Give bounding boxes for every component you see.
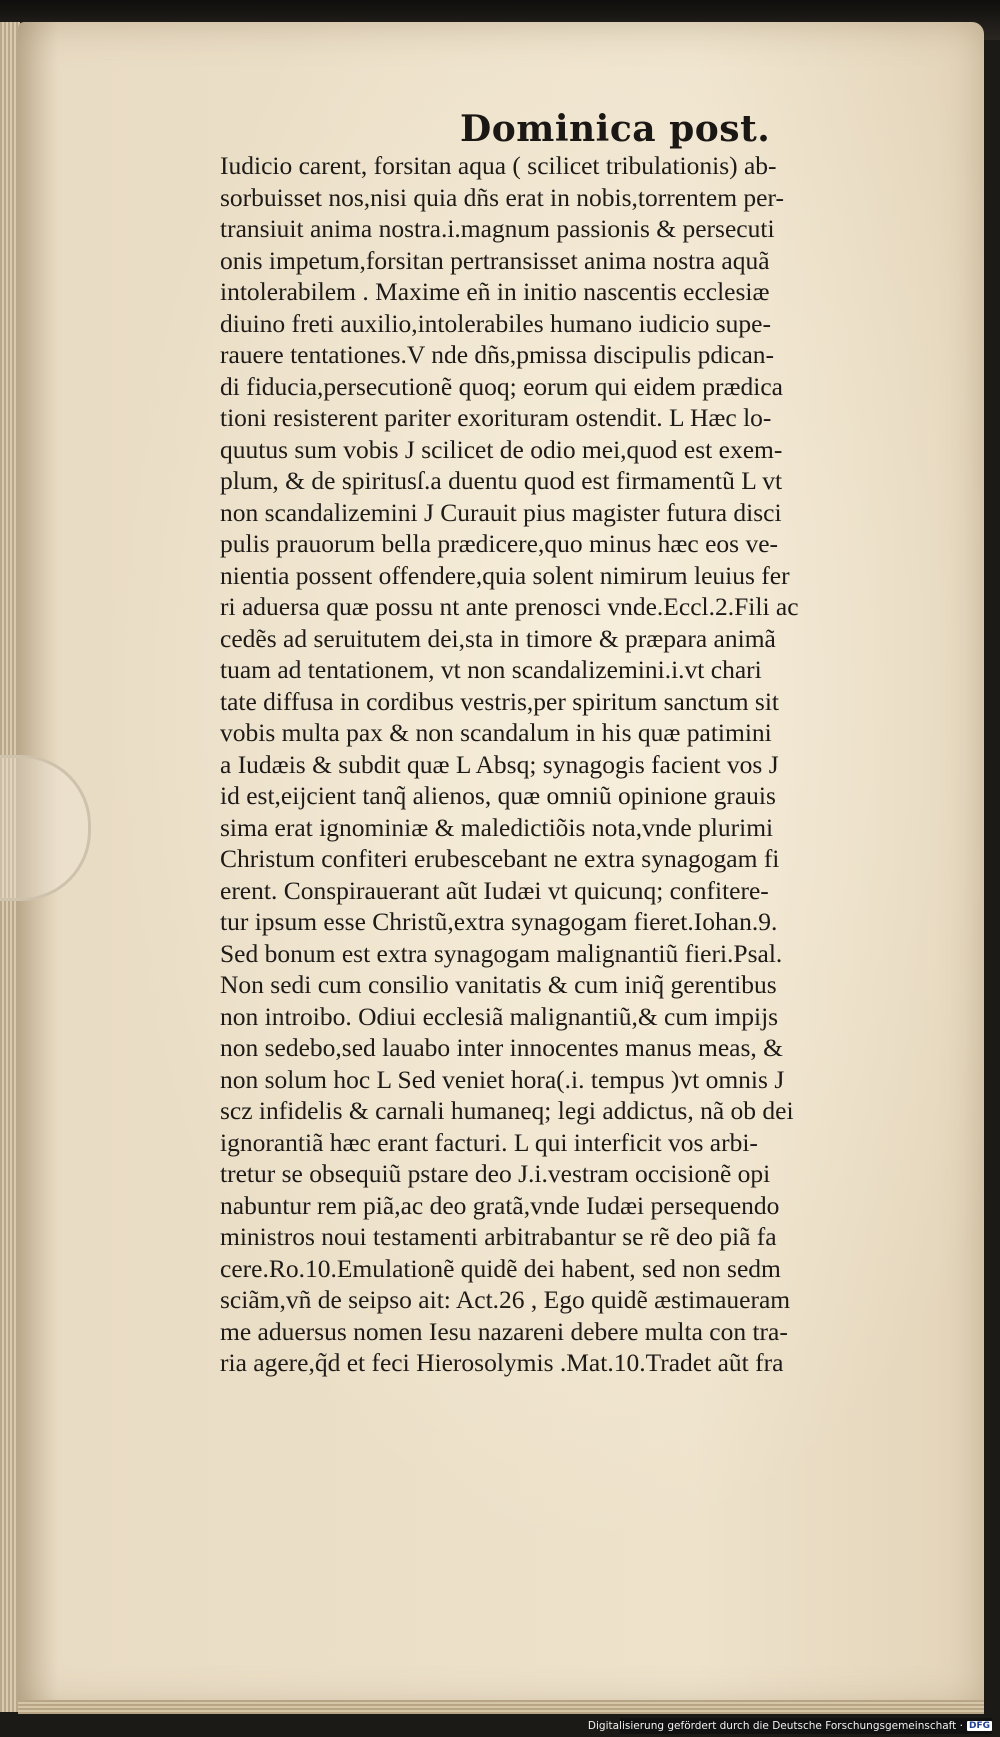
text-line: pulis prauorum bella prædicere,quo minus hæc eos ve- [220,529,779,558]
text-line: tioni resisterent pariter exorituram ostendit. L Hæc lo- [220,403,772,432]
body-text [220,150,960,1379]
text-line: sorbuisset nos,nisi quia dñs erat in nobis,torrentem per- [220,182,784,212]
text-line: diuino freti auxilio,intolerabiles humano iudicio supe- [220,308,771,338]
text-line: non scandalizemini J Curauit pius magister futura disci [220,497,782,527]
text-line: a Iudæis & subdit quæ L Absq; synagogis facient vos J [220,749,779,779]
text-line: tuam ad tentationem, vt non scandalizemini.i.vt chari [220,655,762,684]
text-line: scz infidelis & carnali humaneq; legi addictus, nã ob dei [220,1096,794,1125]
text-line: sima erat ignominiæ & maledictiõis nota,vnde plurimi [220,812,774,842]
digitization-credit [587,1718,992,1734]
text-line: sciãm,vñ de seipso ait: Act.26 , Ego quidẽ æstimaueram [220,1285,791,1314]
text-line: cere.Ro.10.Emulationẽ quidẽ dei habent, sed non sedm [220,1253,781,1283]
text-line: nientia possent offendere,quia solent nimirum leuius fer [220,560,790,590]
text-line: ri aduersa quæ possu nt ante prenosci vnde.Eccl.2.Fili ac [220,592,799,621]
text-line: non introibo. Odiui ecclesiã malignantiũ,& cum impijs [220,1001,779,1031]
dfg-logo-icon: DFG [968,1721,990,1731]
text-line: intolerabilem . Maxime eñ in initio nascentis ecclesiæ [220,277,770,306]
text-line: nabuntur rem piã,ac deo gratã,vnde Iudæi persequendo [220,1190,780,1220]
text-line: Iudicio carent, forsitan aqua ( scilicet tribulationis) ab- [220,151,777,180]
text-line: Christum confiteri erubescebant ne extra synagogam fi [220,844,780,873]
text-line: tretur se obsequiũ pstare deo J.i.vestram occisionẽ opi [220,1159,771,1188]
text-line: Sed bonum est extra synagogam malignantiũ fieri.Psal. [220,938,783,968]
text-line: id est,eijcient tanq̃ alienos, quæ omniũ opinione grauis [220,781,776,810]
text-line: me aduersus nomen Iesu nazareni debere multa con tra- [220,1316,788,1346]
text-line: quutus sum vobis J scilicet de odio mei,quod est exem- [220,434,783,464]
text-line: rauere tentationes.V nde dñs,pmissa discipulis pdican- [220,340,775,369]
text-line: transiuit anima nostra.i.magnum passionis & persecuti [220,214,775,243]
running-header: Dominica post. [460,108,771,150]
text-line: vobis multa pax & non scandalum in his quæ patimini [220,718,772,747]
text-line: plum, & de spiritusſ.a duentu quod est firmamentũ L vt [220,466,783,495]
text-line: erent. Conspirauerant aũt Iudæi vt quicunq; confitere- [220,875,769,905]
funding-note: Digitalisierung gefördert durch die Deutsche Forschungsgemeinschaft · [587,1720,963,1732]
text-line: cedẽs ad seruitutem dei,sta in timore & præpara animã [220,623,776,653]
text-line: Non sedi cum consilio vanitatis & cum iniq̃ gerentibus [220,970,777,999]
text-line: onis impetum,forsitan pertransisset anima nostra aquã [220,245,770,275]
text-line: non sedebo,sed lauabo inter innocentes manus meas, & [220,1033,783,1062]
page-bottom-edge [18,1700,984,1714]
text-line: ria agere,q̃d et feci Hierosolymis .Mat.10.Tradet aũt fra [220,1348,784,1377]
text-line: ignorantiã hæc erant facturi. L qui interficit vos arbi- [220,1127,758,1157]
text-line: ministros noui testamenti arbitrabantur se rẽ deo piã fa [220,1222,777,1251]
text-line: tate diffusa in cordibus vestris,per spiritum sanctum sit [220,686,780,716]
text-line: di fiducia,persecutionẽ quoq; eorum qui eidem prædica [220,371,783,401]
text-line: tur ipsum esse Christũ,extra synagogam fieret.Iohan.9. [220,907,778,936]
text-line: non solum hoc L Sed veniet hora(.i. tempus )vt omnis J [220,1064,785,1094]
